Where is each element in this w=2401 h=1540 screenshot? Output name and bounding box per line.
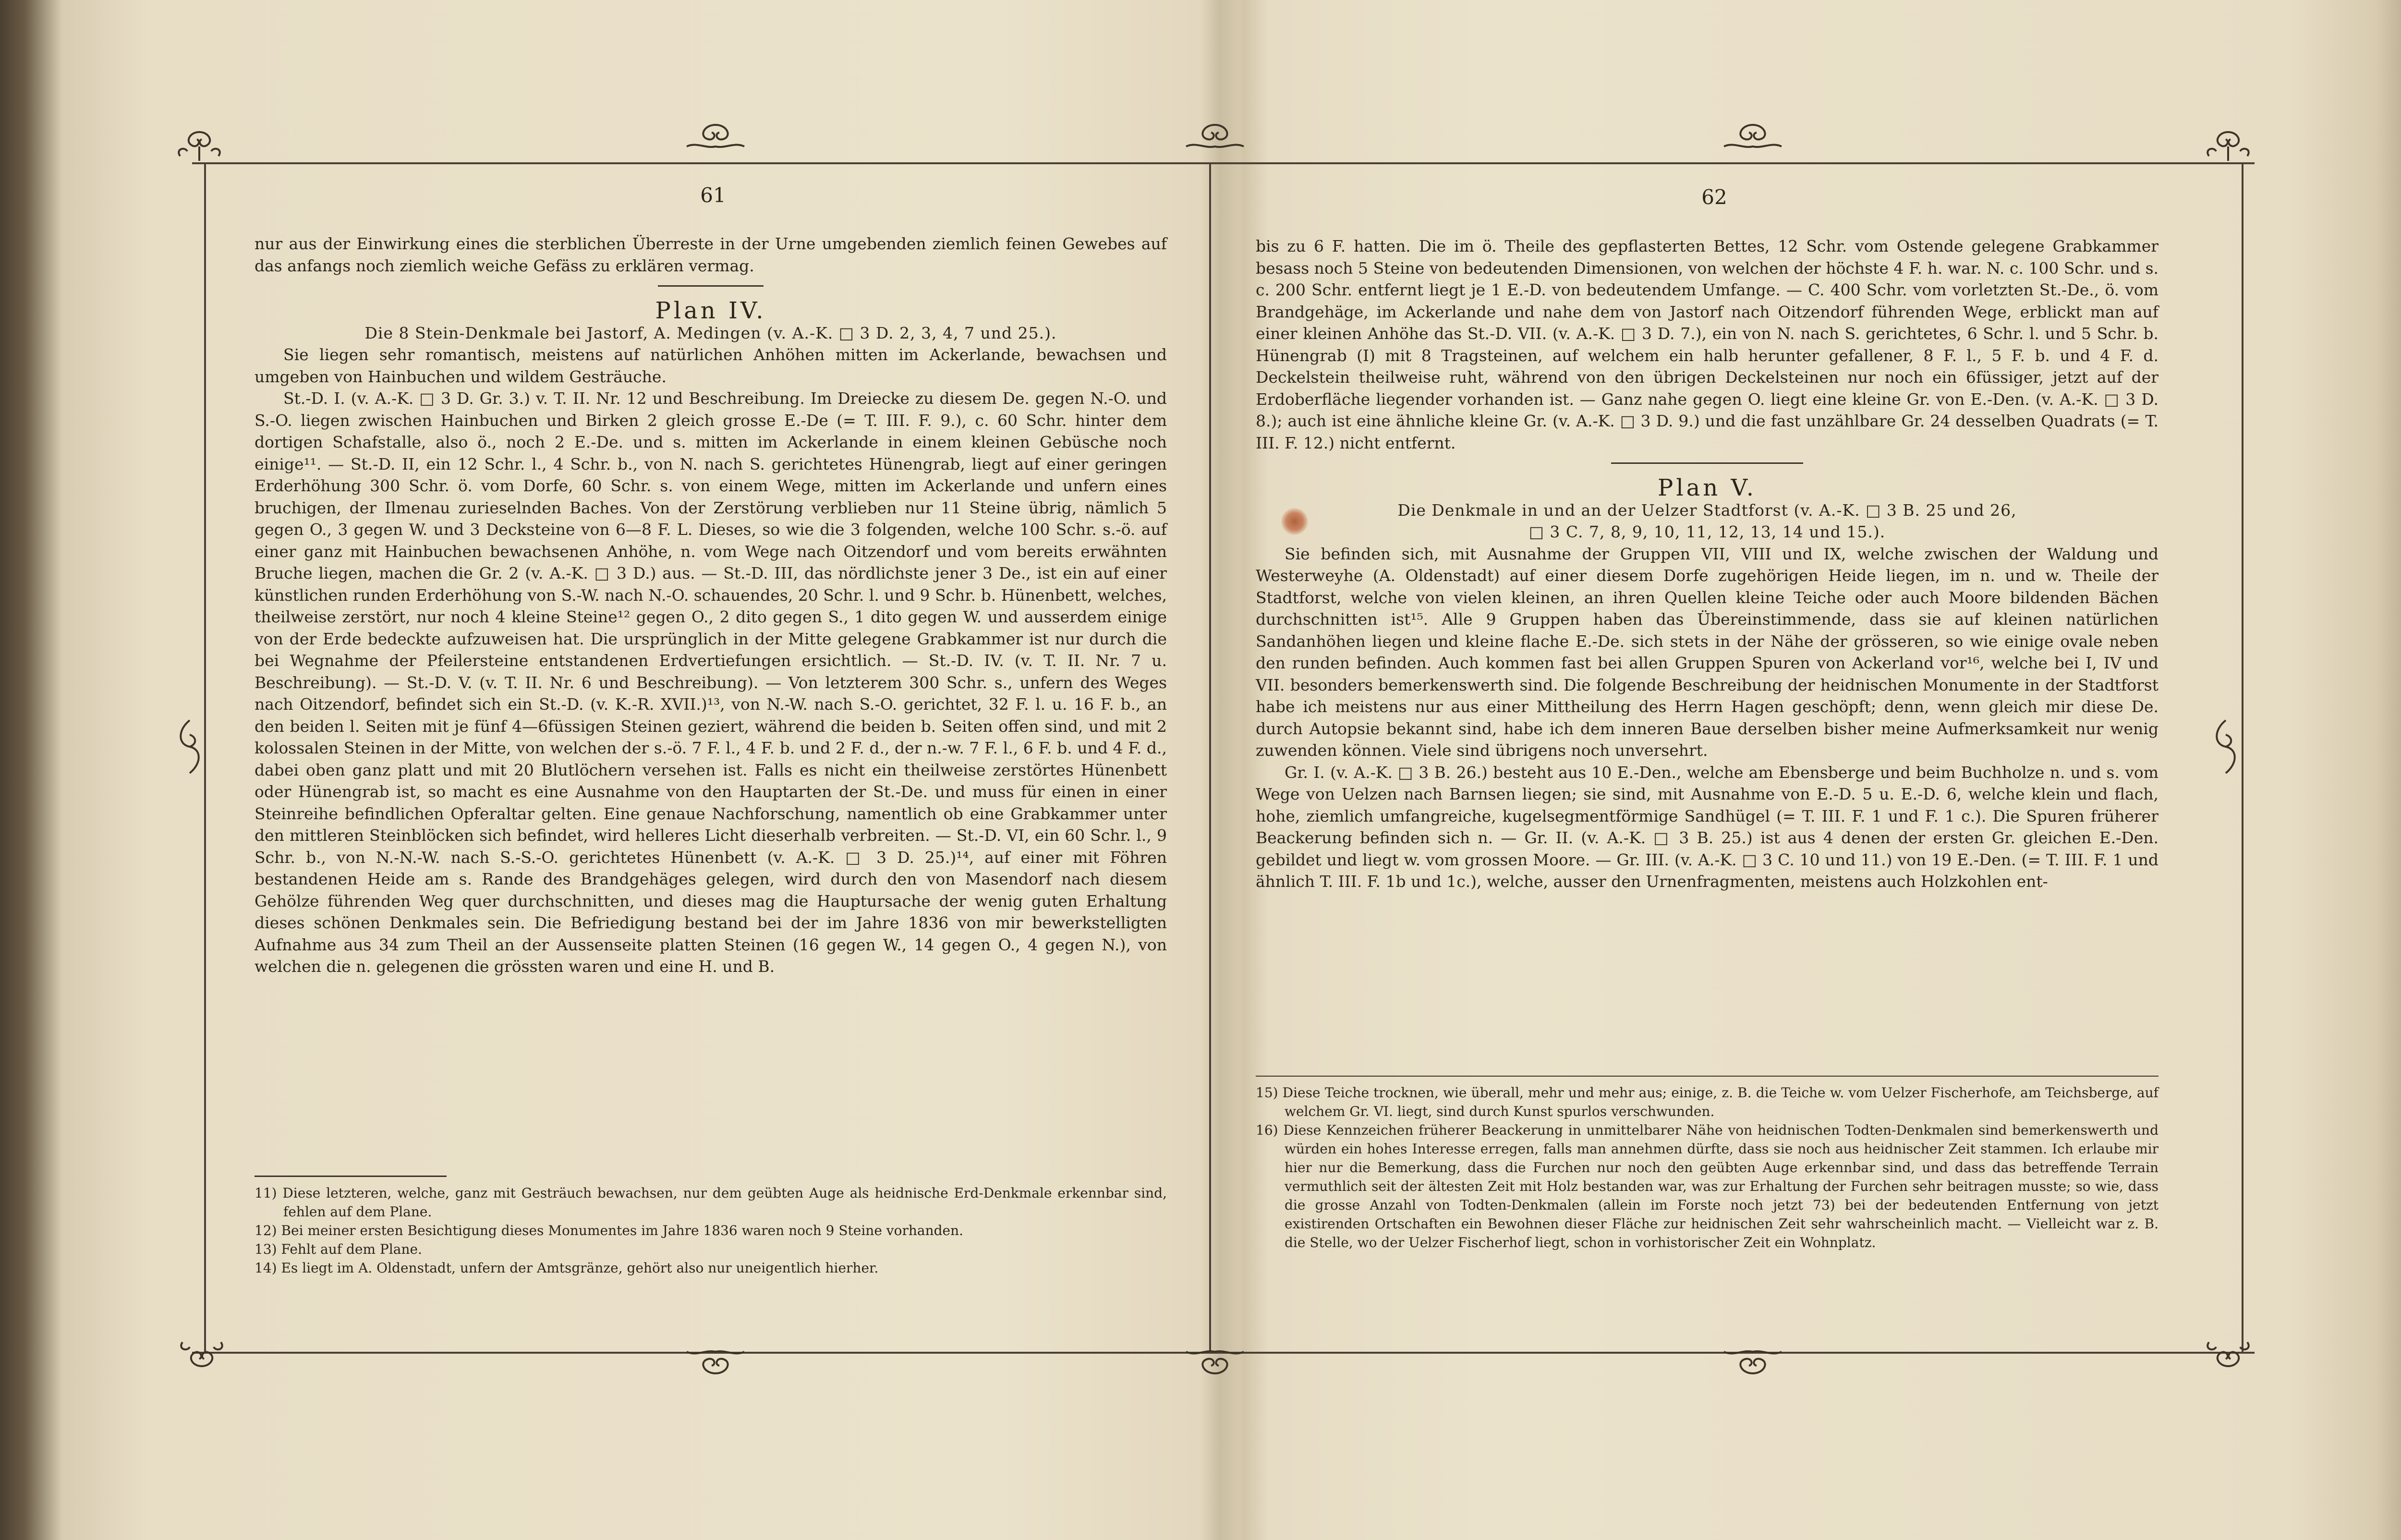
paragraph: Sie liegen sehr romantisch, meistens auf natürlichen Anhöhen mitten im Ackerlande, bewachsen und umgeben von Hainbuchen und wildem Gesträuche. [255, 345, 1167, 386]
paragraph: Gr. I. (v. A.-K. □ 3 B. 26.) besteht aus 10 E.-Den., welche am Ebensberge und beim Buchholze n. und s. vom Wege von Uelzen nach Barnsen liegen; sie sind, mit Ausnahme von E.-D. 5 u. E.-D. 6, welche klein und flach, hohe, ziemlich umfangreiche, kugelsegmentförmige Sandhügel (= T. III. F. 1 und F. 1 c.). Die Spuren früherer Beackerung befinden sich n. — Gr. II. (v. A.-K. □ 3 B. 25.) ist aus 4 denen der ersten Gr. gleichen E.-Den. gebildet und liegt w. vom grossen Moore. — Gr. III. (v. A.-K. □ 3 C. 10 und 11.) von 19 E.-Den. (= T. III. F. 1 und ähnlich T. III. F. 1b und 1c.), welche, ausser den Urnenfragmenten, meistens auch Holzkohlen ent- [1256, 763, 2158, 891]
footnote-rule [255, 1176, 447, 1177]
footnote: 12) Bei meiner ersten Besichtigung dieses Monumentes im Jahre 1836 waren noch 9 Steine vorhanden. [255, 1223, 964, 1238]
scroll-ornament-icon [173, 715, 206, 778]
footnote: 16) Diese Kennzeichen früherer Beackerung in unmittelbarer Nähe von heidnischen Todten-Denkmalen sind bemerkenswerth und würden ein hohes Interesse erregen, falls man annehmen dürfte, dass sie noch aus heidnischer Zeit stammen. Ich erlaube mir hier nur die Bemerkung, dass die Furchen nur noch den geübten Auge erkennbar sind, und dass das betreffende Terrain vermuthlich seit der ältesten Zeit mit Holz bestanden war, was zur Erhaltung der Furchen sehr beitragen musste; so wie, dass die grosse Anzahl von Todten-Denkmalen (allein im Forste noch jetzt 73) bei der bedeutenden Entfernung von jetzt existirenden Ortschaften ein Bewohnen dieser Fläche zur heidnischen Zeit sehr wahrscheinlich macht. — Vielleicht war z. B. die Stelle, wo der Uelzer Fischerhof liegt, schon in vorhistorischer Zeit ein Wohnplatz. [1256, 1122, 2158, 1250]
footnote: 11) Diese letzteren, welche, ganz mit Gesträuch bewachsen, nur dem geübten Auge als heidnische Erd-Denkmale erkennbar sind, fehlen auf dem Plane. [255, 1185, 1167, 1220]
scroll-ornament-icon [170, 127, 228, 166]
right-intro-text: bis zu 6 F. hatten. Die im ö. Theile des gepflasterten Bettes, 12 Schr. vom Ostende gelegene Grabkammer besass noch 5 Steine von bedeutenden Dimensionen, von welchen der höchste 4 F. h. war. N. c. 100 Schr. und s. c. 200 Schr. entfernt liegt je 1 E.-D. von bedeutendem Umfange. — C. 400 Schr. vom vorletzten St.-De., ö. vom Brandgehäge, im Ackerlande und nahe dem von Jastorf nach Oitzendorf führenden Wege, erblickt man auf einer kleinen Anhöhe das St.-D. VII. (v. A.-K. □ 3 D. 7.), ein von N. nach S. gerichtetes, 6 Schr. l. und 5 Schr. b. Hünengrab (I) mit 8 Tragsteinen, auf welchem ein halb herunter gefallener, 8 F. l., 5 F. b. und 4 F. d. Deckelstein theilweise ruht, während von den übrigen Deckelsteinen nur noch ein 6füssiger, jetzt auf der Erdoberfläche liegender vorhanden ist. — Ganz nahe gegen O. liegt eine kleine Gr. von E.-Den. (v. A.-K. □ 3 D. 8.); auch ist eine ähnliche kleine Gr. (v. A.-K. □ 3 D. 9.) und die fast unzählbare Gr. 24 desselben Quadrats (= T. III. F. 12.) nicht entfernt. [1256, 237, 2158, 452]
footnote: 15) Diese Teiche trocknen, wie überall, mehr und mehr aus; einige, z. B. die Teiche w. vom Uelzer Fischerhofe, am Teichsberge, auf welchem Gr. VI. liegt, sind durch Kunst spurlos verschwunden. [1256, 1085, 2158, 1119]
section-separator [1611, 462, 1803, 464]
footnote: 14) Es liegt im A. Oldenstadt, unfern der Amtsgränze, gehört also nur uneigentlich hierher. [255, 1260, 879, 1276]
scroll-ornament-icon [682, 120, 749, 158]
scroll-ornament-icon [1719, 120, 1786, 158]
left-page-body [255, 233, 1167, 978]
scroll-ornament-icon [173, 1333, 230, 1371]
section-subheading: □ 3 C. 7, 8, 9, 10, 11, 12, 13, 14 und 15.). [1528, 522, 1886, 541]
book-spine [1200, 0, 1239, 1540]
right-frame-top-rule [1208, 162, 2255, 164]
scroll-ornament-icon [2209, 715, 2243, 778]
plan-title: Plan V. [1658, 474, 1757, 501]
scroll-ornament-icon [2199, 1333, 2257, 1371]
section-separator [658, 285, 764, 287]
paragraph: St.-D. I. (v. A.-K. □ 3 D. Gr. 3.) v. T. II. Nr. 12 und Beschreibung. Im Dreiecke zu diesem De. gegen N.-O. und S.-O. liegen zwischen Hainbuchen und Birken 2 gleich grosse E.-De (= T. III. F. 9.), c. 60 Schr. hinter dem dortigen Schafstalle, also ö., noch 2 E.-De. und s. mitten im Ackerlande in einem kleinen Gebüsche noch einige¹¹. — St.-D. II, ein 12 Schr. l., 4 Schr. b., von N. nach S. gerichtetes Hünengrab, liegt auf einer geringen Erderhöhung 300 Schr. ö. vom Dorfe, 60 Schr. s. von einem Wege, mitten im Ackerlande und unfern eines bruchigen, der Ilmenau zurieselnden Baches. Von der Zerstörung verblieben nur 11 Steine übrig, nämlich 5 gegen O., 3 gegen W. und 3 Decksteine von 6—8 F. L. Dieses, so wie die 3 folgenden, welche 100 Schr. s.-ö. auf einer ganz mit Hainbuchen bewachsenen Anhöhe, n. vom Wege nach Oitzendorf und vom bereits erwähnten Bruche liegen, machen die Gr. 2 (v. A.-K. □ 3 D.) aus. — St.-D. III, das nördlichste jener 3 De., ist ein auf einer künstlichen runden Erderhöhung von S.-W. nach N.-O. schauendes, 20 Schr. l. und 9 Schr. b. Hünenbett, welches, theilweise zerstört, nur noch 4 kleine Steine¹² gegen O., 2 dito gegen S., 1 dito gegen W. und ausserdem einige von der Erde bedeckte aufzuweisen hat. Die ursprünglich in der Mitte gelegene Grabkammer ist nur durch die bei Wegnahme der Pfeilersteine entstandenen Erdvertiefungen ersichtlich. — St.-D. IV. (v. T. II. Nr. 7 u. Beschreibung). — St.-D. V. (v. T. II. Nr. 6 und Beschreibung). — Von letzterem 300 Schr. s., unfern des Weges nach Oitzendorf, befindet sich ein St.-D. (v. K.-R. XVII.)¹³, von N.-W. nach S.-O. gerichtet, 32 F. l. u. 16 F. b., an den beiden l. Seiten mit je fünf 4—6füssigen Steinen geziert, während die beiden b. Seiten offen sind, und mit 2 kolossalen Steinen in der Mitte, von welchen der s.-ö. 7 F. l., 4 F. b. und 2 F. d., der n.-w. 7 F. l., 6 F. b. und 4 F. d., dabei oben ganz platt und mit 20 Blutlöchern versehen ist. Falls es nicht ein theilweise zerstörtes Hünenbett oder Hünengrab ist, so macht es eine Ausnahme von den Hauptarten der St.-De. und muss für einen in einer Steinreihe befindlichen Opferaltar gelten. Eine genaue Nachforschung, namentlich ob eine Grabkammer unter den mittleren Steinblöcken sich befindet, wird helleres Licht dieserhalb verbreiten. — St.-D. VI, ein 60 Schr. l., 9 Schr. b., von N.-N.-W. nach S.-S.-O. gerichtetes Hünenbett (v. A.-K. □ 3 D. 25.)¹⁴, auf einer mit Föhren bestandenen Heide am s. Rande des Brandgehäges gelegen, wird durch den von Masendorf nach diesem Gehölze führenden Weg quer durchschnitten, und dieses mag die Hauptursache der wenig guten Erhaltung dieses schönen Denkmales sein. Die Befriedigung bestand bei der im Jahre 1836 von mir bewerkstelligten Aufnahme aus 34 zum Theil an der Aussenseite platten Steinen (16 gegen W., 14 gegen O., 4 gegen N.), von welchen die n. gelegenen die grössten waren und eine H. und B. [255, 389, 1167, 976]
left-intro-text: nur aus der Einwirkung eines die sterblichen Überreste in der Urne umgebenden ziemlich feinen Gewebes auf das anfangs noch ziemlich weiche Gefäss zu erklären vermag. [255, 234, 1167, 275]
plan-title: Plan IV. [655, 297, 766, 324]
scroll-ornament-icon [2199, 127, 2257, 166]
footnote: 13) Fehlt auf dem Plane. [255, 1241, 422, 1257]
scroll-ornament-icon [682, 1340, 749, 1378]
scroll-ornament-icon [1719, 1340, 1786, 1378]
right-footnotes [1256, 1076, 2158, 1252]
footnote-rule [1256, 1076, 2158, 1077]
scroll-ornament-icon [1181, 120, 1249, 158]
right-page-number: 62 [1701, 185, 1727, 209]
left-footnotes [255, 1176, 1167, 1277]
left-page-number: 61 [700, 183, 726, 207]
section-subheading: Die 8 Stein-Denkmale bei Jastorf, A. Medingen (v. A.-K. □ 3 D. 2, 3, 4, 7 und 25.). [364, 323, 1057, 342]
scroll-ornament-icon [1181, 1340, 1249, 1378]
right-page-body [1256, 235, 2158, 893]
paragraph: Sie befinden sich, mit Ausnahme der Gruppen VII, VIII und IX, welche zwischen der Waldung und Westerweyhe (A. Oldenstadt) auf einer diesem Dorfe zugehörigen Heide liegen, im n. und w. Theile der Stadtforst, welche von vielen kleinen, an ihren Quellen kleine Teiche oder auch Moore bildenden Bächen durchschnitten ist¹⁵. Alle 9 Gruppen haben das Übereinstimmende, dass sie auf kleinen natürlichen Sandanhöhen liegen und kleine flache E.-De. sich stets in der Nähe der grösseren, so wie einige ovale neben den runden befinden. Auch kommen fast bei allen Gruppen Spuren von Ackerland vor¹⁶, welche bei I, IV und VII. besonders bemerkenswerth sind. Die folgende Beschreibung der heidnischen Monumente in der Stadtforst habe ich meistens nur aus einer Mittheilung des Herrn Hagen geschöpft; denn, wenn gleich mir diese De. durch Autopsie bekannt sind, habe ich dem inneren Baue derselben bisher meine Aufmerksamkeit nur wenig zuwenden können. Viele sind übrigens noch unversehrt. [1256, 544, 2158, 760]
left-frame-top-rule [192, 162, 1215, 164]
section-subheading: Die Denkmale in und an der Uelzer Stadtforst (v. A.-K. □ 3 B. 25 und 26, [1397, 500, 2017, 520]
left-frame-right-rule [1209, 163, 1211, 1352]
